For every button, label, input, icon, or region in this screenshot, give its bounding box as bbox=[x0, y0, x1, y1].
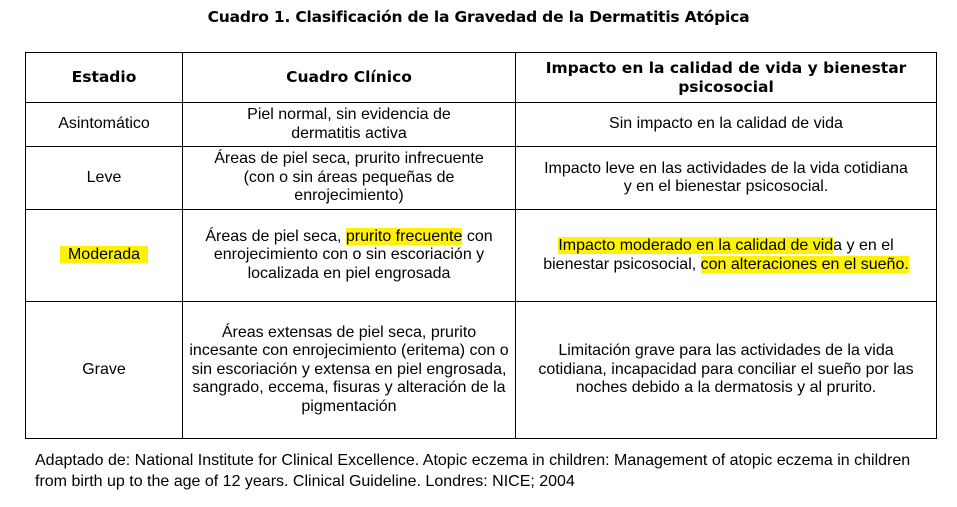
clinical-cell: Áreas de piel seca, prurito infrecuente (con o sin áreas pequeñas de enrojecimiento) bbox=[183, 147, 516, 210]
stage-cell: Asintomático bbox=[26, 103, 183, 147]
stage-cell bbox=[26, 210, 183, 302]
header-stage: Estadio bbox=[26, 53, 183, 103]
clinical-cell: Áreas extensas de piel seca, prurito incesante con enrojecimiento (eritema) con o sin escoriación y extensa en piel engrosada, sangrado, eccema, fisuras y alteración de la pigmentación bbox=[183, 302, 516, 439]
source-footnote: Adaptado de: National Institute for Clinical Excellence. Atopic eczema in children: Management of atopic eczema in children from birth up to the age of 12 years. Clinical Guideline. Londres: NICE; 2004 bbox=[35, 452, 911, 490]
impact-cell: Sin impacto en la calidad de vida bbox=[516, 103, 937, 147]
severity-table bbox=[25, 52, 937, 439]
stage-highlight: Moderada bbox=[60, 246, 148, 263]
table-row bbox=[26, 302, 937, 439]
header-clinical: Cuadro Clínico bbox=[183, 53, 516, 103]
impact-highlight-2: con alteraciones en el sueño. bbox=[700, 255, 909, 273]
impact-highlight-1: Impacto moderado en la calidad de vid bbox=[558, 237, 834, 255]
stage-cell: Leve bbox=[26, 147, 183, 210]
clinical-text-a: Áreas de piel seca, bbox=[205, 227, 346, 245]
impact-cell: Impacto leve en las actividades de la vida cotidiana y en el bienestar psicosocial. bbox=[516, 147, 937, 210]
impact-text-mid: a y en el bienestar psicosocial, bbox=[543, 237, 894, 273]
clinical-text-b: con enrojecimiento con o sin escoriación y localizada en piel engrosada bbox=[213, 227, 493, 282]
stage-cell: Grave bbox=[26, 302, 183, 439]
clinical-cell bbox=[183, 210, 516, 302]
table-row bbox=[26, 147, 937, 210]
table-row bbox=[26, 103, 937, 147]
clinical-highlight: prurito frecuente bbox=[345, 227, 463, 245]
table-row bbox=[26, 210, 937, 302]
impact-cell: Limitación grave para las actividades de la vida cotidiana, incapacidad para conciliar el sueño por las noches debido a la dermatosis y al prurito. bbox=[516, 302, 937, 439]
table-title: Cuadro 1. Clasificación de la Gravedad de la Dermatitis Atópica bbox=[207, 8, 750, 26]
impact-cell bbox=[516, 210, 937, 302]
clinical-cell: Piel normal, sin evidencia de dermatitis activa bbox=[183, 103, 516, 147]
table-header-row bbox=[26, 53, 937, 103]
header-impact: Impacto en la calidad de vida y bienestar psicosocial bbox=[516, 53, 937, 103]
